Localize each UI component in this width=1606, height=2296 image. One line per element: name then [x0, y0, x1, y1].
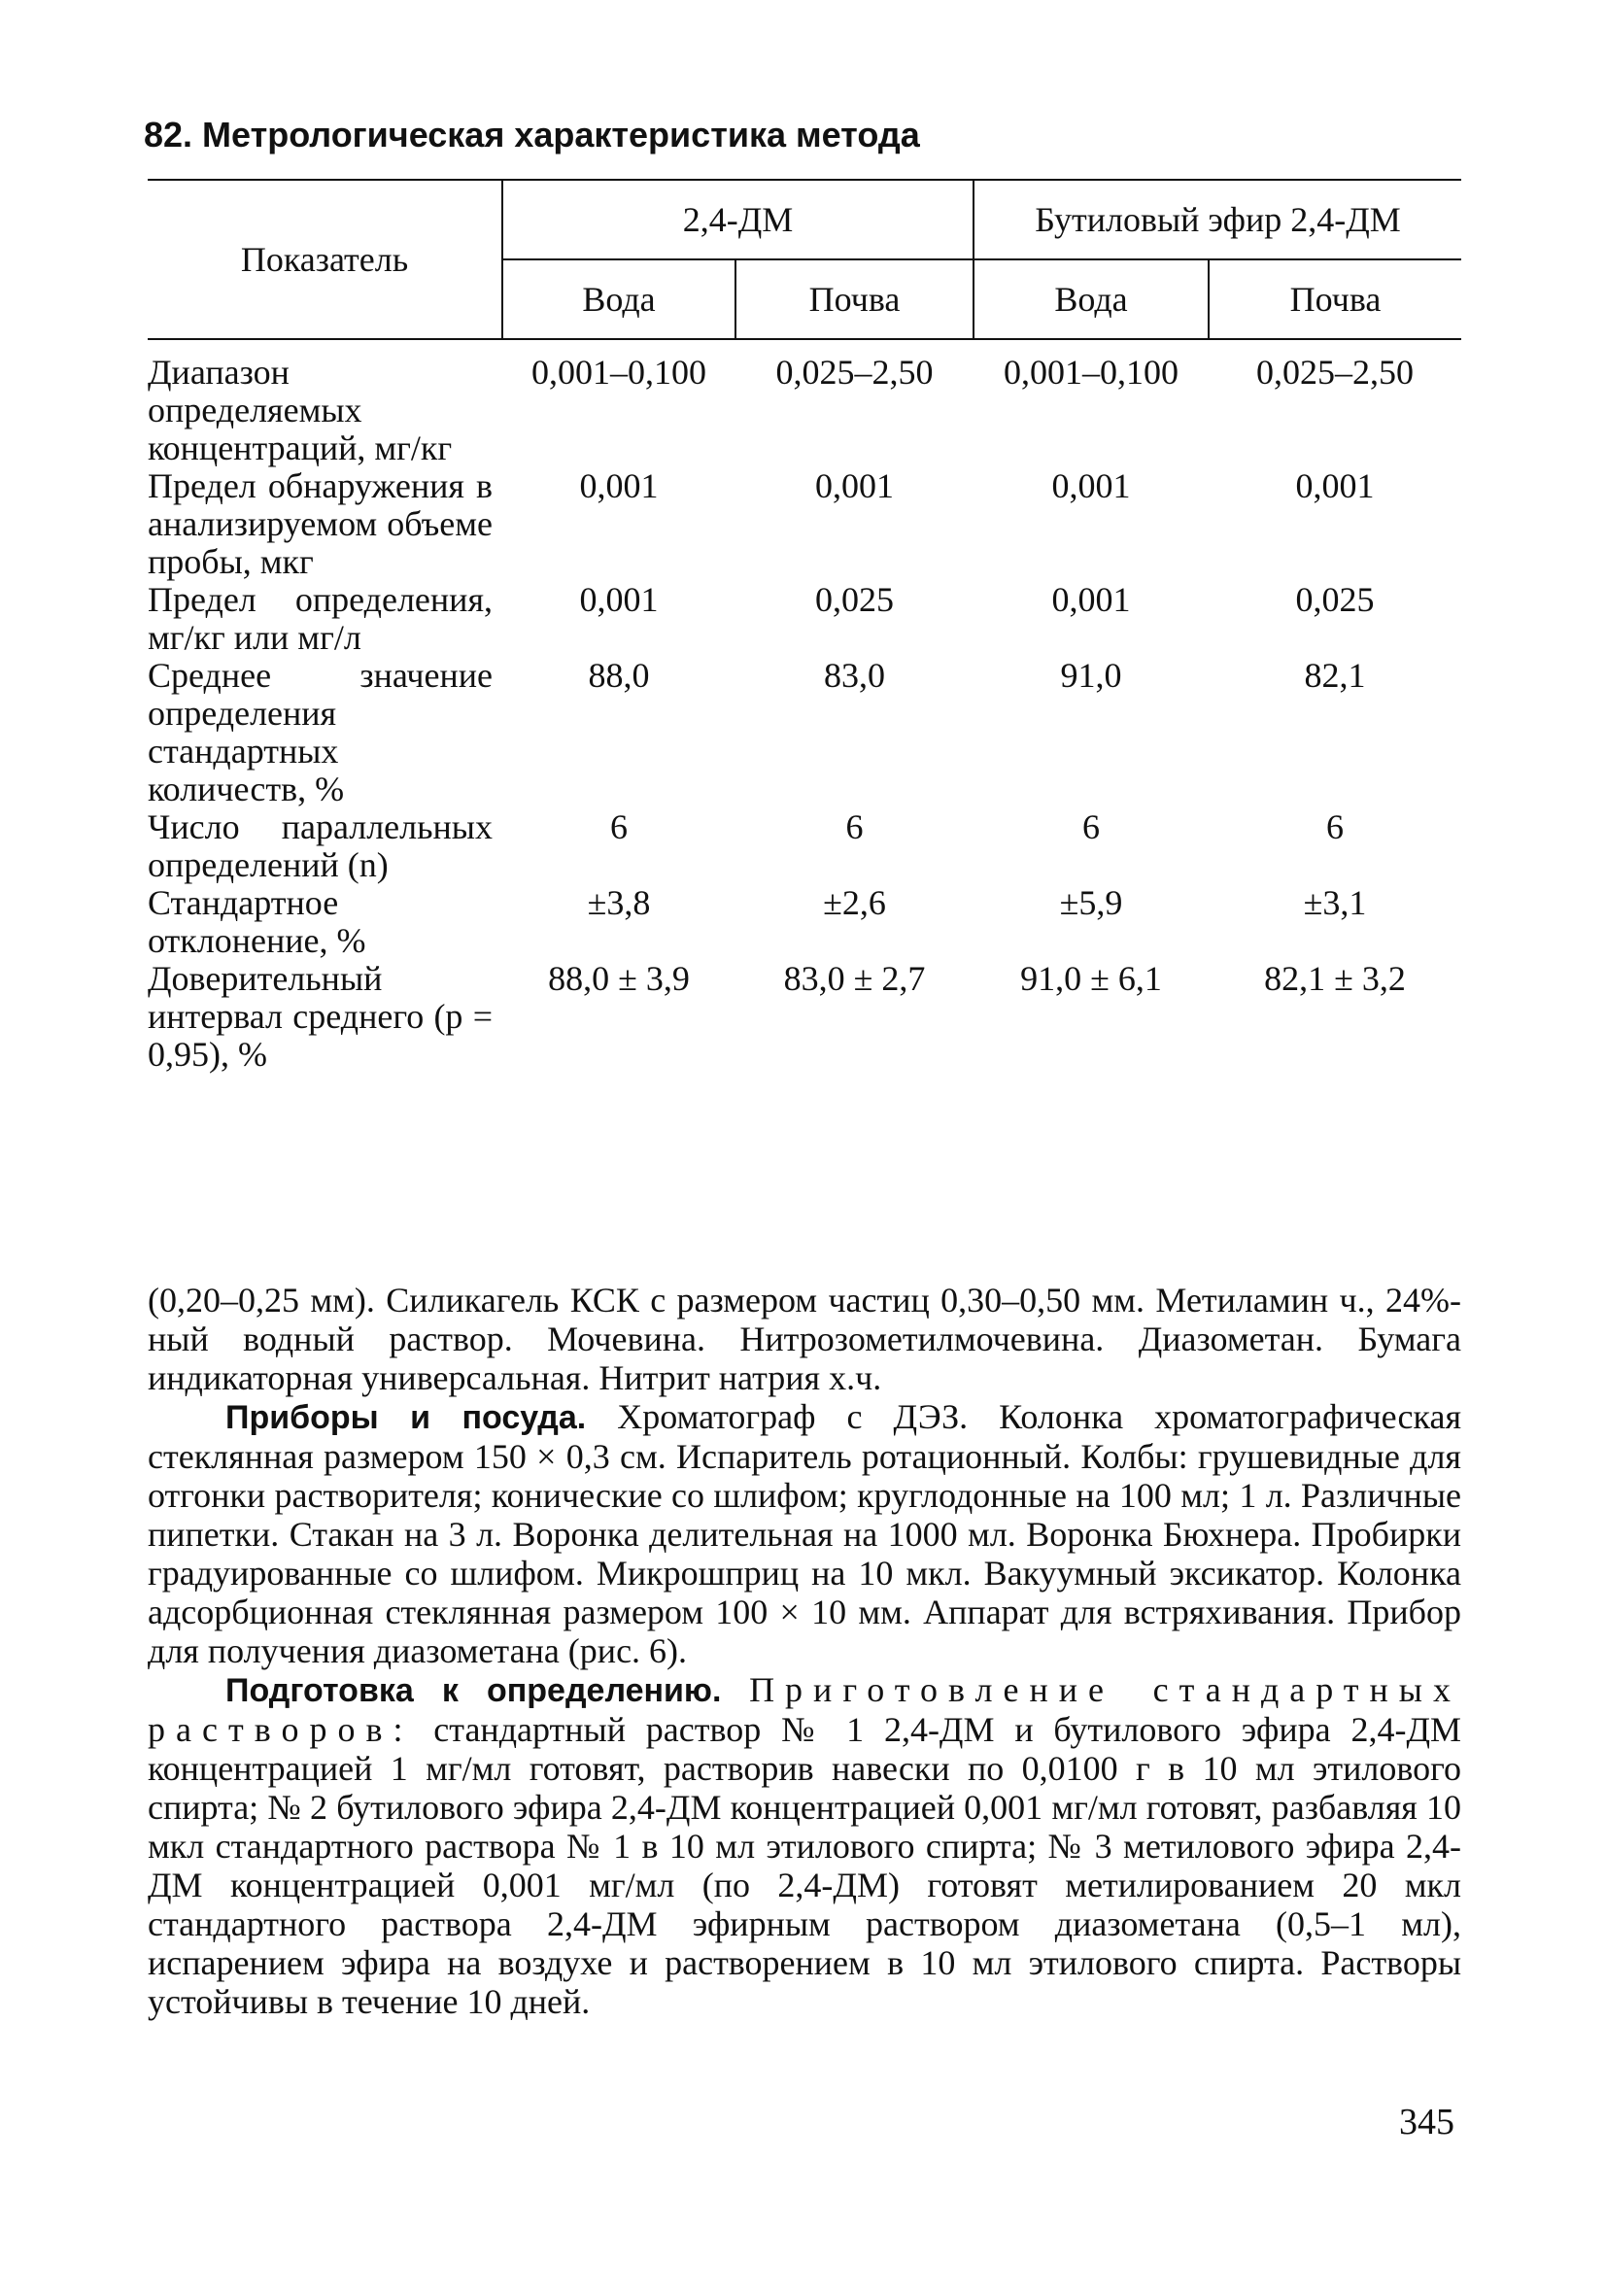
- subheader-soil: Почва: [1209, 259, 1461, 339]
- table-cell: 0,001: [579, 466, 659, 505]
- row-label: Среднее значение определения стандартных количеств, %: [148, 656, 493, 808]
- table-cell: 88,0: [588, 656, 650, 695]
- subheader-soil: Почва: [735, 259, 974, 339]
- table-cell: ±2,6: [823, 883, 886, 922]
- table-cell: 82,1: [1304, 656, 1366, 695]
- row-label: Стандартное отклонение, %: [148, 883, 366, 960]
- metrology-table: [148, 179, 1461, 1074]
- indicator-header: Показатель: [148, 180, 502, 339]
- table-cell: 0,001–0,100: [531, 353, 706, 392]
- table-cell: 88,0 ± 3,9: [548, 959, 690, 998]
- table-cell: 0,001–0,100: [1004, 353, 1179, 392]
- table-cell: 6: [845, 807, 864, 846]
- row-label: Предел определения, мг/кг или мг/л: [148, 580, 493, 657]
- page-title: 82. Метрологическая характеристика метода: [144, 115, 920, 154]
- table-cell: 0,025: [815, 580, 894, 619]
- table-cell: ±3,1: [1303, 883, 1367, 922]
- table-cell: 82,1 ± 3,2: [1264, 959, 1406, 998]
- paragraph-instruments-text: Хроматограф с ДЭЗ. Колонка хроматографическая стеклянная размером 150 × 0,3 см. Испаритель ротационный. Колбы: грушевидные для отгонки растворителя; конические со шлифом; круглодонные на 100 мл; 1 л. Различные пипетки. Стакан на 3 л. Воронка делительная на 1000 мл. Воронка Бюхнера. Пробирки градуированные со шлифом. Микрошприц на 10 мкл. Вакуумный эксикатор. Колонка адсорбционная стеклянная размером 100 × 10 мм. Аппарат для встряхивания. Прибор для получения диазометана (рис. 6).: [148, 1397, 1461, 1670]
- table-cell: 0,001: [815, 466, 894, 505]
- row-label: Число параллельных определений (n): [148, 807, 493, 884]
- table-cell: ±5,9: [1059, 883, 1123, 922]
- table-row: [148, 467, 1461, 581]
- table-cell: 91,0 ± 6,1: [1020, 959, 1162, 998]
- row-label: Предел обнаружения в анализируемом объеме пробы, мкг: [148, 466, 493, 581]
- paragraph-instruments: [148, 1397, 1461, 1670]
- table-cell: 0,001: [1051, 580, 1131, 619]
- section-heading-instruments: Приборы и посуда.: [225, 1399, 587, 1436]
- row-label: Доверительный интервал среднего (p = 0,95), %: [148, 959, 493, 1074]
- body-text: [148, 1281, 1461, 2021]
- table-row: [148, 884, 1461, 960]
- table-cell: 0,025–2,50: [775, 353, 934, 392]
- table-row: [148, 339, 1461, 467]
- table-row: [148, 581, 1461, 657]
- subheader-water: Вода: [974, 259, 1209, 339]
- table-row: [148, 657, 1461, 808]
- section-heading-preparation: Подготовка к определению.: [225, 1672, 722, 1709]
- subheader-water: Вода: [502, 259, 735, 339]
- table-cell: 91,0: [1060, 656, 1122, 695]
- table-cell: ±3,8: [587, 883, 651, 922]
- table-cell: 6: [610, 807, 628, 846]
- metrology-table-container: [148, 179, 1461, 1074]
- table-cell: 0,025: [1295, 580, 1375, 619]
- row-label: Диапазон определяемых концентраций, мг/кг: [148, 353, 453, 467]
- table-cell: 6: [1082, 807, 1100, 846]
- paragraph-reagents: (0,20–0,25 мм). Силикагель КСК с размером частиц 0,30–0,50 мм. Метиламин ч., 24%-ный водный раствор. Мочевина. Нитрозометилмочевина. Диазометан. Бумага индикаторная универсальная. Нитрит натрия х.ч.: [148, 1281, 1461, 1397]
- table-row: [148, 960, 1461, 1074]
- page-number: 345: [1399, 2102, 1454, 2142]
- group-header-butyl-ester: Бутиловый эфир 2,4-ДМ: [974, 180, 1461, 259]
- table-cell: 83,0 ± 2,7: [783, 959, 926, 998]
- table-cell: 0,001: [1295, 466, 1375, 505]
- group-header-24dm: 2,4-ДМ: [502, 180, 974, 259]
- table-cell: 0,001: [1051, 466, 1131, 505]
- paragraph-preparation-text: стандартный раствор № 1 2,4-ДМ и бутилового эфира 2,4-ДМ концентрацией 1 мг/мл готовят, растворив навески по 0,0100 г в 10 мл этилового спирта; № 2 бутилового эфира 2,4-ДМ концентрацией 0,001 мг/мл готовят, разбавляя 10 мкл стандартного раствора № 1 в 10 мл этилового спирта; № 3 метилового эфира 2,4-ДМ концентрацией 0,001 мг/мл (по 2,4-ДМ) готовят метилированием 20 мкл стандартного раствора 2,4-ДМ эфирным раствором диазометана (0,5–1 мл), испарением эфира на воздухе и растворением в 10 мл этилового спирта. Растворы устойчивы в течение 10 дней.: [148, 1710, 1462, 2021]
- table-cell: 0,001: [579, 580, 659, 619]
- table-cell: 83,0: [824, 656, 885, 695]
- subheading-standard-solutions: Приготовление стандартных растворов:: [148, 1670, 1461, 1749]
- table-row: [148, 808, 1461, 884]
- table-cell: 6: [1326, 807, 1344, 846]
- paragraph-preparation: [148, 1670, 1461, 2021]
- table-cell: 0,025–2,50: [1256, 353, 1414, 392]
